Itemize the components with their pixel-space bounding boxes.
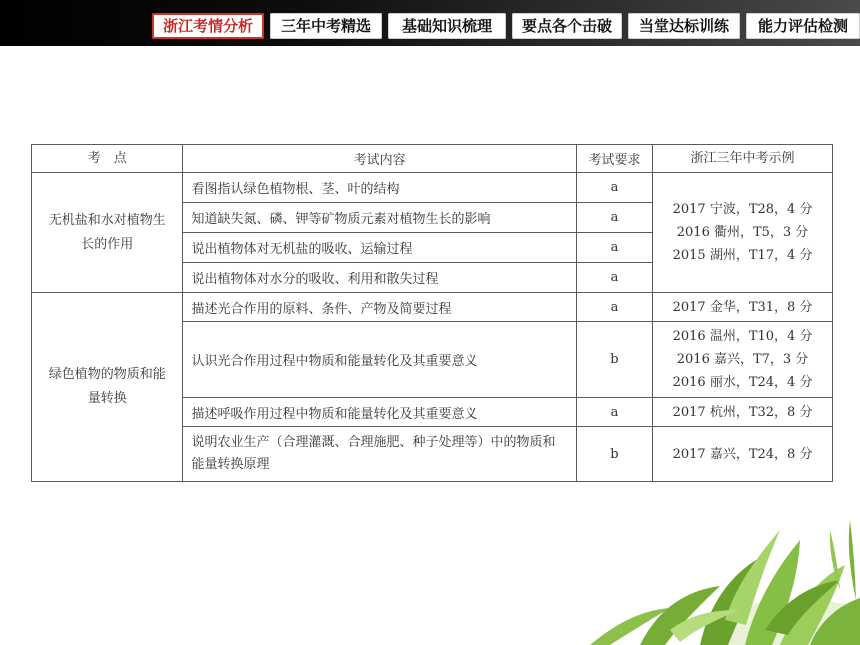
table-header-row bbox=[32, 145, 833, 173]
content-cell: 说明农业生产（合理灌溉、合理施肥、种子处理等）中的物质和能量转换原理 bbox=[183, 427, 576, 482]
top-nav-bar bbox=[0, 0, 860, 46]
content-cell: 说出植物体对无机盐的吸收、运输过程 bbox=[183, 233, 576, 263]
content-cell: 知道缺失氮、磷、钾等矿物质元素对植物生长的影响 bbox=[183, 203, 576, 233]
content-cell: 说出植物体对水分的吸收、利用和散失过程 bbox=[183, 263, 576, 293]
example-line: 2016 嘉兴，T7，3 分 bbox=[676, 352, 809, 367]
tab-class-training[interactable]: 当堂达标训练 bbox=[628, 13, 740, 39]
example-line: 2017 嘉兴，T24，8 分 bbox=[672, 446, 813, 462]
header-examples: 浙江三年中考示例 bbox=[653, 145, 833, 173]
tab-ability-assessment[interactable]: 能力评估检测 bbox=[746, 13, 860, 39]
example-line: 2016 温州，T10，4 分 bbox=[672, 329, 813, 344]
topic-cell bbox=[32, 293, 183, 482]
content-cell: 认识光合作用过程中物质和能量转化及其重要意义 bbox=[183, 322, 576, 398]
example-line: 2017 金华，T31，8 分 bbox=[672, 299, 813, 315]
header-topic: 考 点 bbox=[32, 145, 183, 173]
examples-cell bbox=[653, 398, 833, 427]
example-line: 2016 衢州，T5，3 分 bbox=[676, 225, 809, 240]
requirement-cell: a bbox=[576, 263, 652, 293]
leaf-cluster bbox=[590, 520, 860, 645]
requirement-cell: a bbox=[576, 233, 652, 263]
example-line: 2016 丽水，T24，4 分 bbox=[672, 375, 813, 390]
example-line: 2015 湖州，T17，4 分 bbox=[672, 248, 813, 263]
examples-cell bbox=[653, 322, 833, 398]
examples-cell bbox=[653, 427, 833, 482]
topic-label: 绿色植物的物质和能量转换 bbox=[48, 367, 166, 406]
requirement-cell: b bbox=[576, 427, 652, 482]
table-row bbox=[32, 173, 833, 203]
requirement-cell: a bbox=[576, 173, 652, 203]
examples-cell bbox=[653, 173, 833, 293]
content-cell: 描述光合作用的原料、条件、产物及简要过程 bbox=[183, 293, 576, 322]
tab-zhejiang-analysis[interactable]: 浙江考情分析 bbox=[152, 13, 264, 39]
requirement-cell: a bbox=[576, 293, 652, 322]
header-content: 考试内容 bbox=[183, 145, 576, 173]
topic-cell bbox=[32, 173, 183, 293]
header-requirement: 考试要求 bbox=[576, 145, 652, 173]
examples-cell bbox=[653, 293, 833, 322]
exam-points-table bbox=[31, 144, 833, 482]
topic-label: 无机盐和水对植物生长的作用 bbox=[48, 212, 166, 252]
decorative-plant-image bbox=[550, 510, 860, 645]
table-row bbox=[32, 293, 833, 322]
requirement-cell: a bbox=[576, 203, 652, 233]
content-cell: 描述呼吸作用过程中物质和能量转化及其重要意义 bbox=[183, 398, 576, 427]
example-line: 2017 杭州，T32，8 分 bbox=[672, 404, 813, 420]
tab-key-points[interactable]: 要点各个击破 bbox=[512, 13, 622, 39]
requirement-cell: a bbox=[576, 398, 652, 427]
example-line: 2017 宁波，T28，4 分 bbox=[672, 202, 813, 217]
tab-three-year-selection[interactable]: 三年中考精选 bbox=[270, 13, 382, 39]
content-cell: 看图指认绿色植物根、茎、叶的结构 bbox=[183, 173, 576, 203]
tab-basic-knowledge[interactable]: 基础知识梳理 bbox=[388, 13, 506, 39]
requirement-cell: b bbox=[576, 322, 652, 398]
